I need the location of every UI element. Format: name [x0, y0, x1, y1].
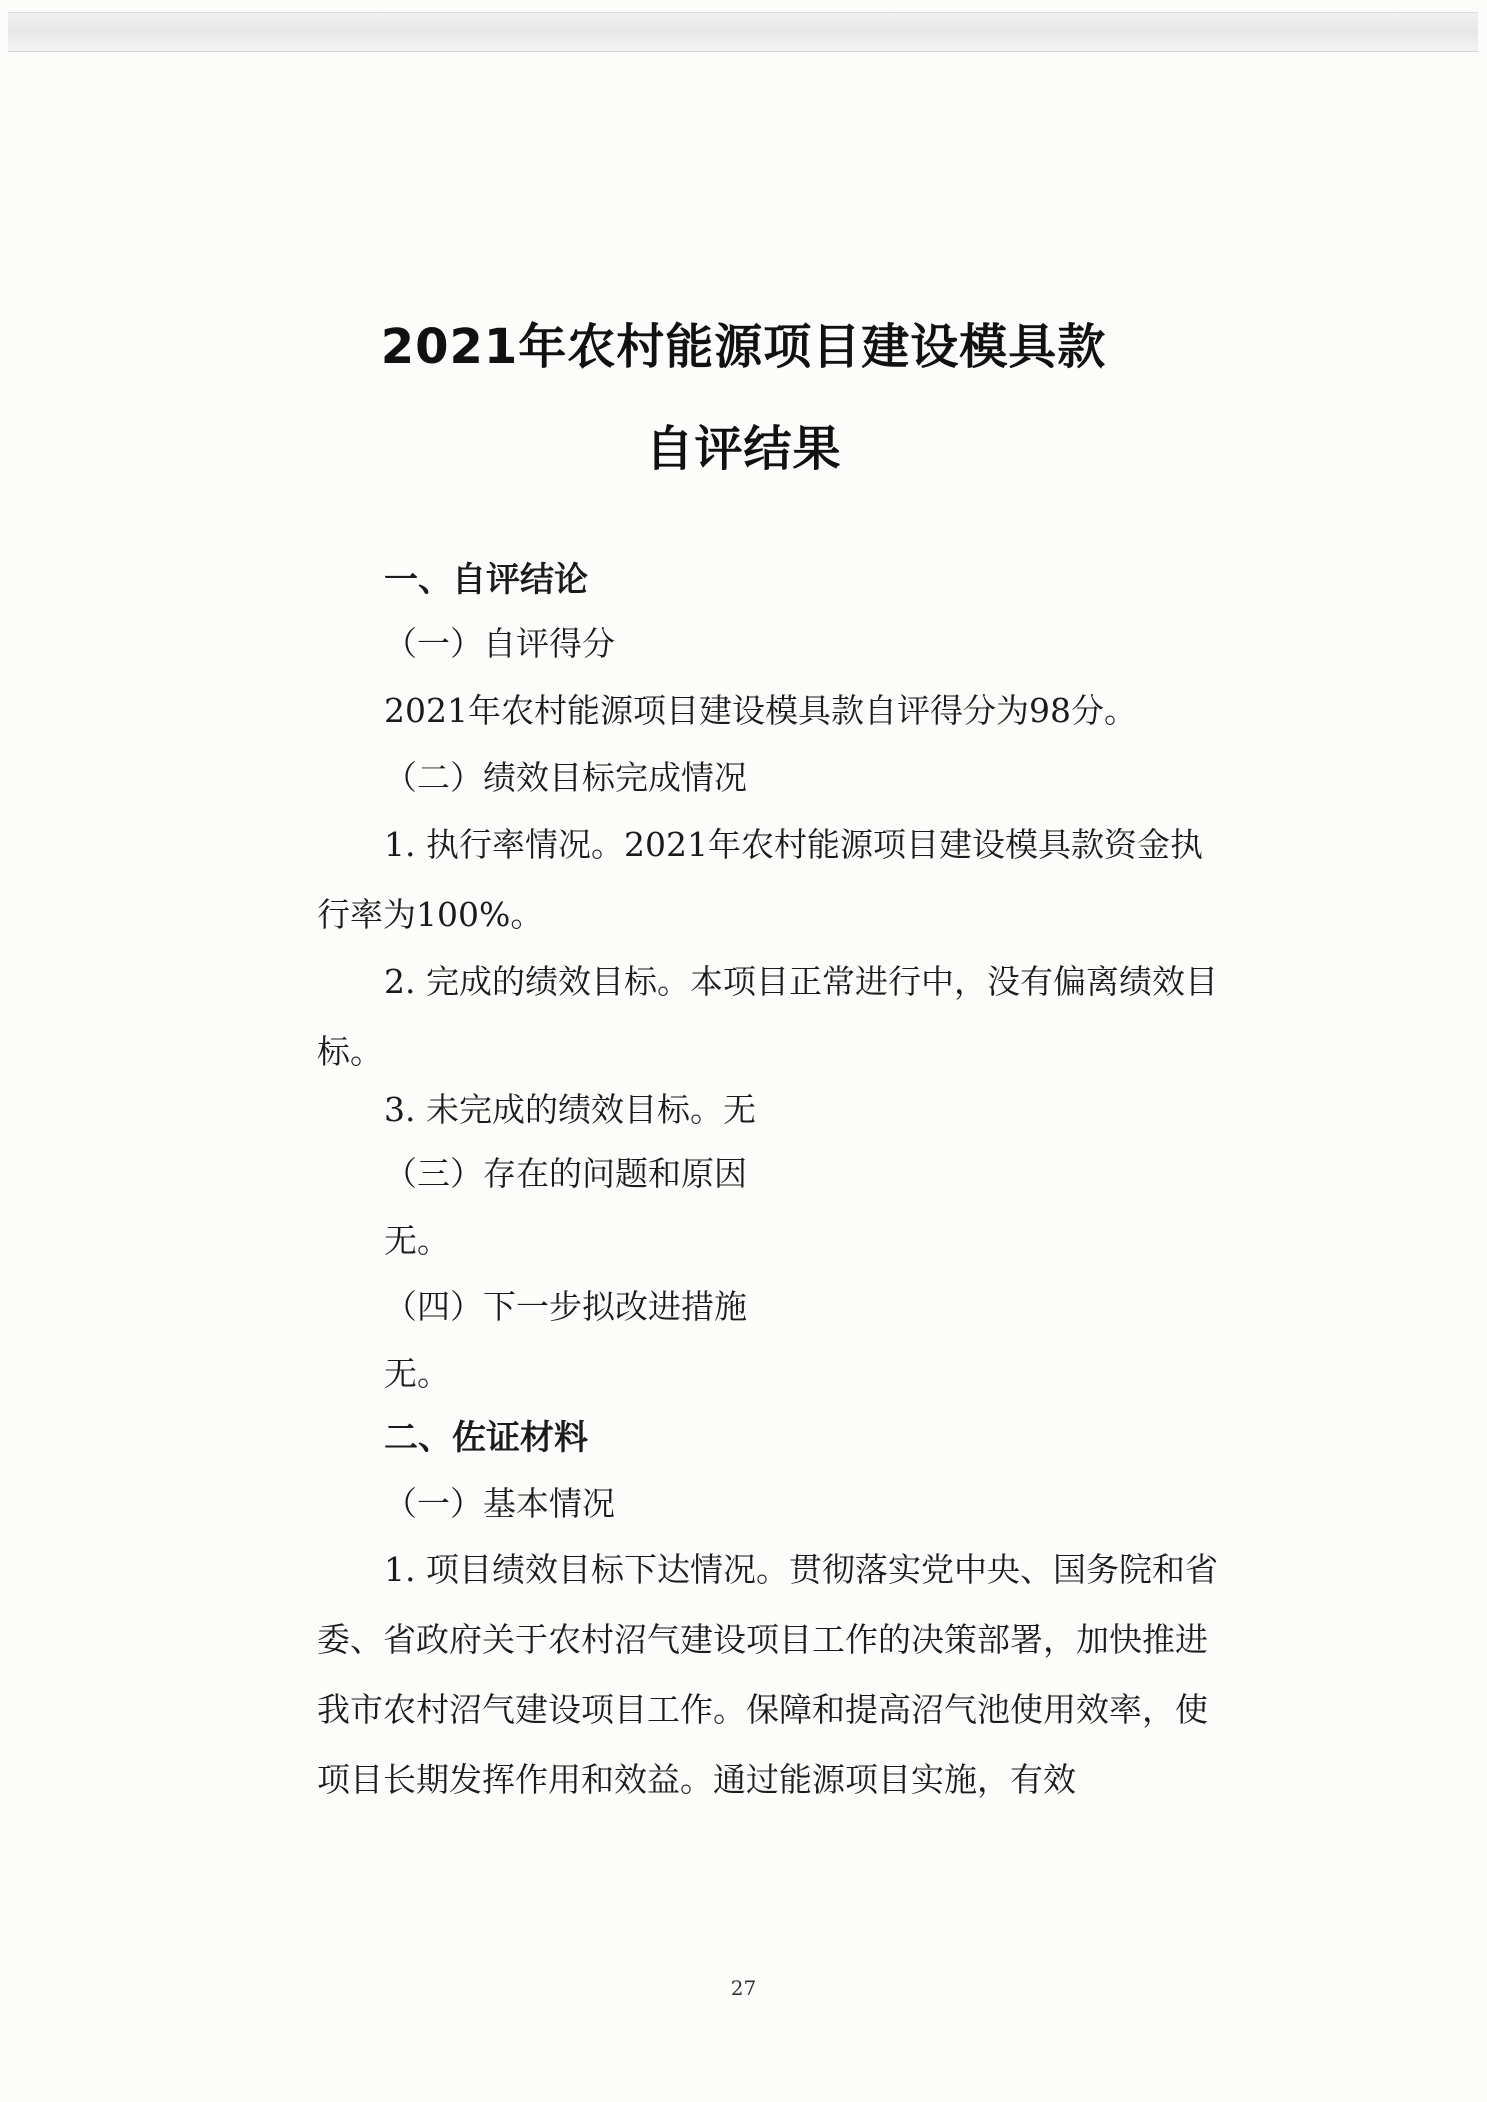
section2-heading: 二、佐证材料 [384, 1418, 588, 1458]
section1-item2: 2. 完成的绩效目标。本项目正常进行中，没有偏离绩效目标。 [317, 962, 1218, 1071]
document-title-line2: 自评结果 [645, 421, 842, 477]
section1-subheading2: （二）绩效目标完成情况 [384, 758, 747, 797]
section2-subheading1: （一）基本情况 [384, 1484, 615, 1523]
section1-subheading1: （一）自评得分 [384, 624, 615, 663]
page-number: 27 [730, 1976, 757, 2000]
scan-edge-band [8, 12, 1478, 52]
document-title-line1: 2021年农村能源项目建设模具款 [380, 319, 1107, 375]
section1-item1: 1. 执行率情况。2021年农村能源项目建设模具款资金执行率为100%。 [317, 825, 1203, 934]
section1-heading: 一、自评结论 [384, 560, 588, 600]
section1-measures-text: 无。 [384, 1354, 450, 1393]
section1-score-text: 2021年农村能源项目建设模具款自评得分为98分。 [384, 691, 1137, 730]
section1-subheading4: （四）下一步拟改进措施 [384, 1287, 747, 1326]
section1-subheading3: （三）存在的问题和原因 [384, 1154, 747, 1193]
section2-item1: 1. 项目绩效目标下达情况。贯彻落实党中央、国务院和省委、省政府关于农村沼气建设项目工作的决策部署，加快推进我市农村沼气建设项目工作。保障和提高沼气池使用效率，使项目长期发挥作用和效益。通过能源项目实施，有效 [317, 1550, 1218, 1799]
section1-problems-text: 无。 [384, 1221, 450, 1260]
section1-item3: 3. 未完成的绩效目标。无 [384, 1090, 756, 1129]
